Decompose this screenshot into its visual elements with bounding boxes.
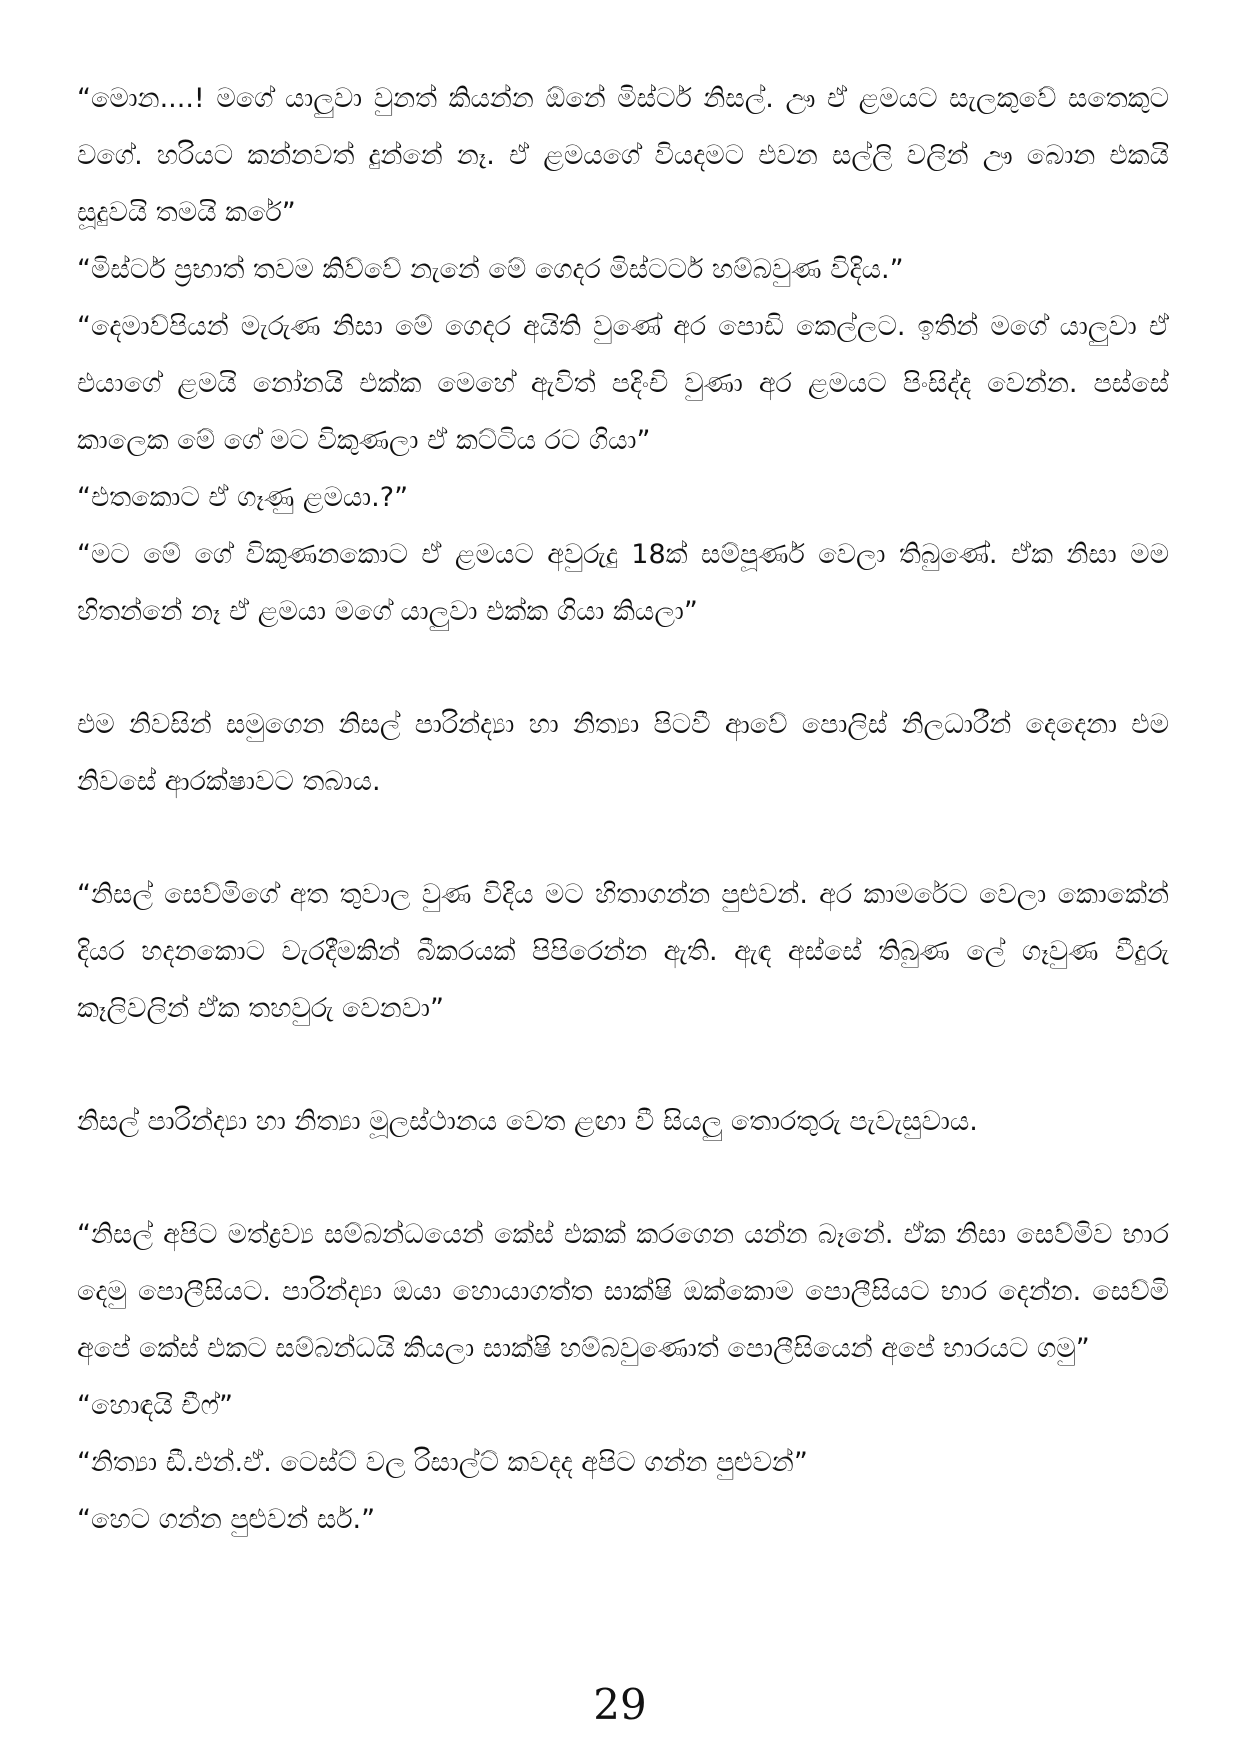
paragraph-gap <box>77 640 1169 696</box>
paragraph: “මොන....! මගේ යාලුවා වුනත් කියන්න ඕනේ මිස්ටර් නිසල්. ඌ ඒ ළමයට සැලකුවේ සතෙකුට වගේ. හරියට කන්නවත් දුන්නේ නෑ. ඒ ළමයගේ වියදමට එවන සල්ලි වලින් ඌ බොන එකයි සූදුවයි තමයි කරේ” <box>77 83 1169 228</box>
paragraph: “මිස්ටර් ප්‍රභාත් තවම කිව්වේ නැනේ මේ ගෙදර මිස්ටර්ට හම්බවුණ විදිය.” <box>77 254 904 285</box>
page-number: 29 <box>593 1680 647 1729</box>
paragraph: “හෙට ගන්න පුළුවන් සර්.” <box>77 1504 376 1535</box>
page-body <box>77 70 1169 1548</box>
paragraph-gap <box>77 1150 1169 1206</box>
paragraph: “මට මේ ගේ විකුණනකොට ඒ ළමයට අවුරුදු 18ක් සම්පූර්ණ වෙලා තිබුණේ. ඒක නිසා මම හිතන්නේ නෑ ඒ ළමයා මගේ යාලුවා එක්ක ගියා කියලා” <box>77 539 1169 627</box>
paragraph: නිසල් පාරින්ද්‍යා හා නිත්‍යා මූලස්ථානය වෙත ළඟා වී සියලු තොරතුරු පැවැසුවාය. <box>77 1106 978 1137</box>
paragraph: එම නිවසින් සමුගෙන නිසල් පාරින්ද්‍යා හා නිත්‍යා පිටවී ආවේ පොලිස් නිලධාරීන් දෙදෙනා එම නිවසේ ආරක්ෂාවට තබාය. <box>77 709 1169 797</box>
paragraph: “එතකොට ඒ ගෑණු ළමයා.?” <box>77 482 409 513</box>
paragraph-gap <box>77 1037 1169 1093</box>
paragraph: “හොඳයි චීෆ්” <box>77 1390 233 1421</box>
paragraph-gap <box>77 810 1169 866</box>
paragraph: “නිත්‍යා ඩී.එන්.ඒ. ටෙස්ට් වල රිසාල්ට් කවදද අපිට ගන්න පුළුවන්” <box>77 1447 808 1478</box>
paragraph: “නිසල් අපිට මත්ද්‍රව්‍ය සම්බන්ධයෙන් කේස් එකක් කරගෙන යන්න බෑනේ. ඒක නිසා සෙව්මිව භාර දෙමු පොලීසියට. පාරින්ද්‍යා ඔයා හොයාගත්ත සාක්ෂි ඔක්කොම පොලීසියට භාර දෙන්න. සෙව්මි අපේ කේස් එකට සම්බන්ධයි කියලා සාක්ෂි හම්බවුණොත් පොලීසියෙන් අපේ භාරයට ගමු” <box>77 1219 1169 1364</box>
paragraph: “දෙමාව්පියන් මැරුණ නිසා මේ ගෙදර අයිති වුණේ අර පොඩි කෙල්ලට. ඉතින් මගේ යාලුවා ඒ එයාගේ ළමයි නෝනයි එක්ක මෙහේ ඇවිත් පදිංචි වුණා අර ළමයට පිංසිද්ද වෙන්න. පස්සේ කාලෙක මේ ගේ මට විකුණලා ඒ කට්ටිය රට ගියා” <box>77 311 1169 456</box>
paragraph: “නිසල් සෙව්මිගේ අත තුවාල වුණ විදිය මට හිතාගන්න පුළුවන්. අර කාමරේට වෙලා කොකේන් දියර හදනකොට වැරදීමකින් බීකරයක් පිපිරෙන්න ඇති. ඇඳ අස්සේ තිබුණ ලේ ගෑවුණ වීදුරු කෑලිවලින් ඒක තහවුරු වෙනවා” <box>77 879 1169 1024</box>
